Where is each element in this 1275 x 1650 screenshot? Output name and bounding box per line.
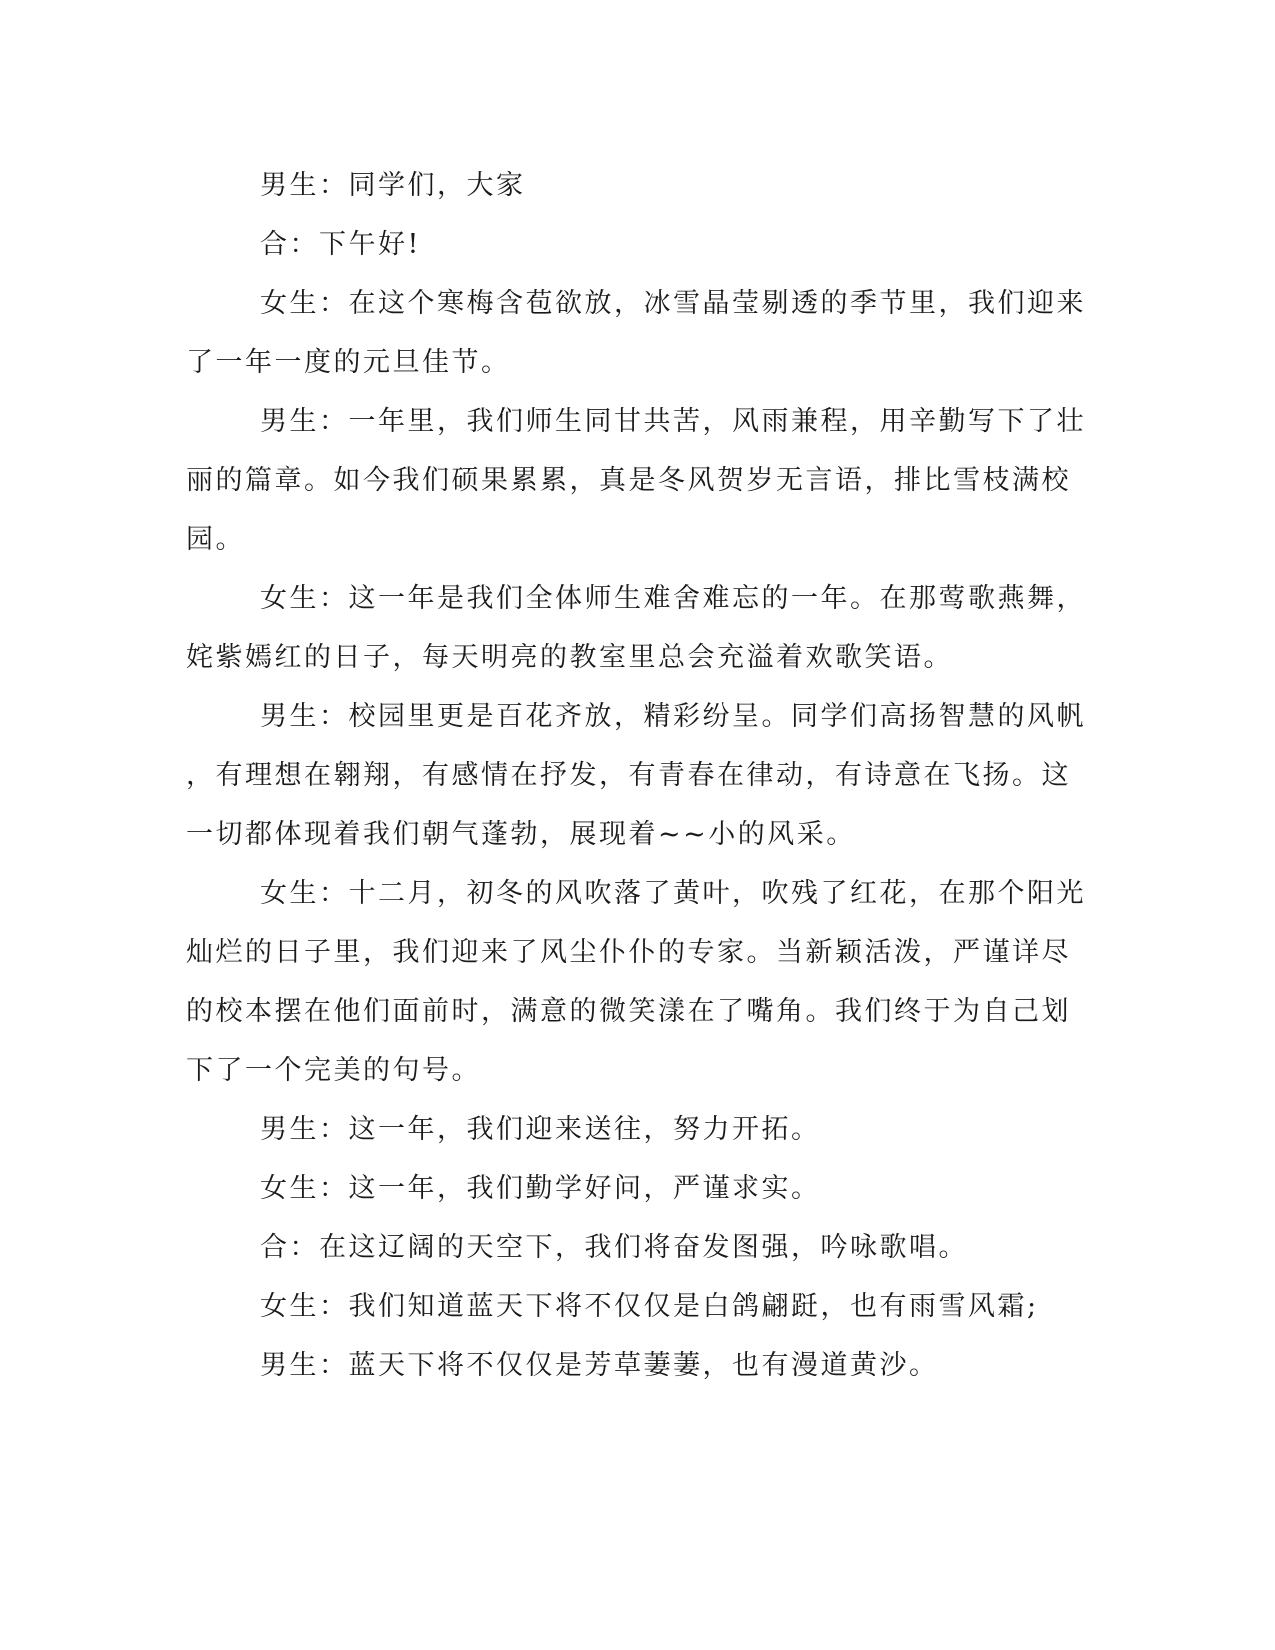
text-line: 男生：同学们，大家 [260, 170, 526, 201]
text-line: 一切都体现着我们朝气蓬勃，展现着~~小的风采。 [186, 819, 856, 850]
text-line: 合：在这辽阔的天空下，我们将奋发图强，吟咏歌唱。 [260, 1232, 968, 1263]
text-line: 女生：我们知道蓝天下将不仅仅是白鸽翩跹，也有雨雪风霜; [260, 1291, 1039, 1322]
document-body [186, 156, 1086, 1395]
text-line: 男生：校园里更是百花齐放，精彩纷呈。同学们高扬智慧的风帆 [260, 701, 1086, 732]
text-line: 女生：十二月，初冬的风吹落了黄叶，吹残了红花，在那个阳光 [260, 878, 1086, 909]
text-line: 男生：一年里，我们师生同甘共苦，风雨兼程，用辛勤写下了壮 [260, 406, 1086, 437]
text-line: 姹紫嫣红的日子，每天明亮的教室里总会充溢着欢歌笑语。 [186, 642, 953, 673]
text-line: 合：下午好! [260, 229, 421, 260]
text-line: ，有理想在翱翔，有感情在抒发，有青春在律动，有诗意在飞扬。这 [186, 760, 1071, 791]
text-line: 园。 [186, 524, 245, 555]
text-line: 了一年一度的元旦佳节。 [186, 347, 511, 378]
text-line: 男生：这一年，我们迎来送往，努力开拓。 [260, 1114, 821, 1145]
text-line: 女生：在这个寒梅含苞欲放，冰雪晶莹剔透的季节里，我们迎来 [260, 288, 1086, 319]
text-line: 丽的篇章。如今我们硕果累累，真是冬风贺岁无言语，排比雪枝满校 [186, 465, 1071, 496]
text-line: 灿烂的日子里，我们迎来了风尘仆仆的专家。当新颖活泼，严谨详尽 [186, 937, 1071, 968]
text-line: 的校本摆在他们面前时，满意的微笑漾在了嘴角。我们终于为自己划 [186, 996, 1071, 1027]
text-line: 女生：这一年是我们全体师生难舍难忘的一年。在那莺歌燕舞， [260, 583, 1086, 614]
text-line: 女生：这一年，我们勤学好问，严谨求实。 [260, 1173, 821, 1204]
text-line: 下了一个完美的句号。 [186, 1055, 481, 1086]
text-line: 男生：蓝天下将不仅仅是芳草萋萋，也有漫道黄沙。 [260, 1350, 939, 1381]
